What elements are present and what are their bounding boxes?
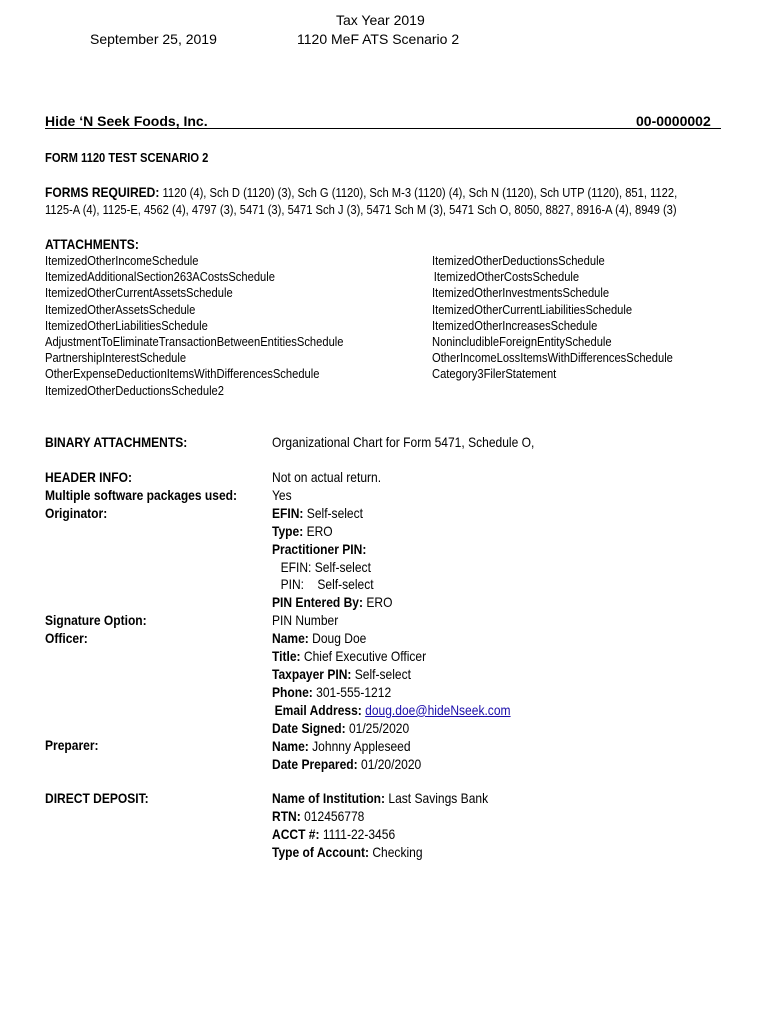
- binary-attachments-label: BINARY ATTACHMENTS:: [45, 434, 188, 450]
- binary-attachments-value: Organizational Chart for Form 5471, Schedule O,: [272, 434, 535, 450]
- list-item: ItemizedOtherCurrentAssetsSchedule: [45, 285, 233, 301]
- company-underline: [45, 128, 721, 129]
- signature-option-value: PIN Number: [272, 612, 339, 629]
- details-column: [272, 469, 511, 773]
- direct-deposit-details: [272, 790, 488, 862]
- pin-entered-by: PIN Entered By: ERO: [272, 594, 393, 611]
- list-item: ItemizedOtherDeductionsSchedule: [432, 253, 605, 268]
- forms-required-label: FORMS REQUIRED:: [45, 184, 160, 200]
- forms-required-line1: [45, 184, 677, 200]
- deposit-institution: Name of Institution: Last Savings Bank: [272, 790, 489, 806]
- officer-title: Title: Chief Executive Officer: [272, 648, 427, 665]
- practitioner-pin-label: Practitioner PIN:: [272, 540, 367, 557]
- officer-email: Email Address: doug.doe@hideNseek.com: [274, 701, 511, 718]
- company-name: Hide ‘N Seek Foods, Inc.: [45, 113, 208, 129]
- list-item: ItemizedOtherDeductionsSchedule2: [45, 382, 224, 398]
- list-item: OtherIncomeLossItemsWithDifferencesSchedule: [432, 350, 673, 366]
- originator-type: Type: ERO: [272, 522, 333, 539]
- list-item: AdjustmentToEliminateTransactionBetweenEntitiesSchedule: [45, 334, 344, 350]
- deposit-acct: ACCT #: 1111-22-3456: [272, 825, 396, 842]
- direct-deposit-label: DIRECT DEPOSIT:: [45, 790, 149, 806]
- list-item: ItemizedOtherInvestmentsSchedule: [432, 285, 610, 301]
- officer-name: Name: Doug Doe: [272, 630, 367, 647]
- originator-efin: EFIN: Self-select: [272, 504, 363, 521]
- document-date: September 25, 2019: [90, 31, 217, 47]
- preparer-name: Name: Johnny Appleseed: [272, 737, 411, 754]
- officer-date-signed: Date Signed: 01/25/2020: [272, 719, 410, 736]
- list-item: ItemizedOtherIncreasesSchedule: [432, 317, 598, 333]
- email-link[interactable]: doug.doe@hideNseek.com: [365, 701, 511, 718]
- list-item: ItemizedOtherAssetsSchedule: [45, 301, 196, 317]
- officer-taxpayer-pin: Taxpayer PIN: Self-select: [272, 665, 411, 682]
- header-info-value: Not on actual return.: [272, 469, 382, 485]
- multiple-software-label: Multiple software packages used:: [45, 487, 238, 503]
- officer-label: Officer:: [45, 630, 88, 646]
- header-info-label: HEADER INFO:: [45, 469, 132, 485]
- list-item: ItemizedOtherCurrentLiabilitiesSchedule: [432, 301, 633, 317]
- list-item: Category3FilerStatement: [432, 366, 557, 382]
- list-item: ItemizedOtherIncomeSchedule: [45, 253, 199, 268]
- list-item: OtherExpenseDeductionItemsWithDifferencesSchedule: [45, 366, 320, 382]
- practitioner-pin-efin: EFIN: Self-select: [280, 558, 371, 575]
- forms-required-text1: 1120 (4), Sch D (1120) (3), Sch G (1120), Sch M-3 (1120) (4), Sch N (1120), Sch UTP (1120), 851, 1122,: [162, 185, 678, 200]
- scenario-title: 1120 MeF ATS Scenario 2: [297, 31, 460, 47]
- deposit-rtn: RTN: 012456778: [272, 807, 365, 824]
- list-item: ItemizedAdditionalSection263ACostsSchedule: [45, 269, 275, 285]
- attachments-left-list: [45, 253, 344, 399]
- practitioner-pin-pin: PIN: Self-select: [280, 576, 374, 593]
- list-item: ItemizedOtherLiabilitiesSchedule: [45, 317, 208, 333]
- forms-required-line2: 1125-A (4), 1125-E, 4562 (4), 4797 (3), 5471 (3), 5471 Sch J (3), 5471 Sch M (3), 5471 Sch O, 8050, 8827, 8916-A (4), 8949 (3): [45, 202, 677, 217]
- attachments-right-list: [432, 253, 673, 383]
- originator-label: Originator:: [45, 505, 108, 521]
- form-title: FORM 1120 TEST SCENARIO 2: [45, 150, 209, 165]
- list-item: ItemizedOtherCostsSchedule: [433, 269, 580, 285]
- officer-phone: Phone: 301-555-1212: [272, 683, 392, 700]
- deposit-type: Type of Account: Checking: [272, 843, 423, 860]
- preparer-date: Date Prepared: 01/20/2020: [272, 755, 422, 772]
- attachments-label: ATTACHMENTS:: [45, 236, 139, 252]
- multiple-software-value: Yes: [272, 486, 292, 503]
- signature-option-label: Signature Option:: [45, 612, 147, 628]
- tax-year: Tax Year 2019: [336, 12, 425, 28]
- preparer-label: Preparer:: [45, 737, 99, 753]
- list-item: NonincludibleForeignEntitySchedule: [432, 334, 612, 350]
- company-ein: 00-0000002: [636, 113, 711, 129]
- list-item: PartnershipInterestSchedule: [45, 350, 187, 366]
